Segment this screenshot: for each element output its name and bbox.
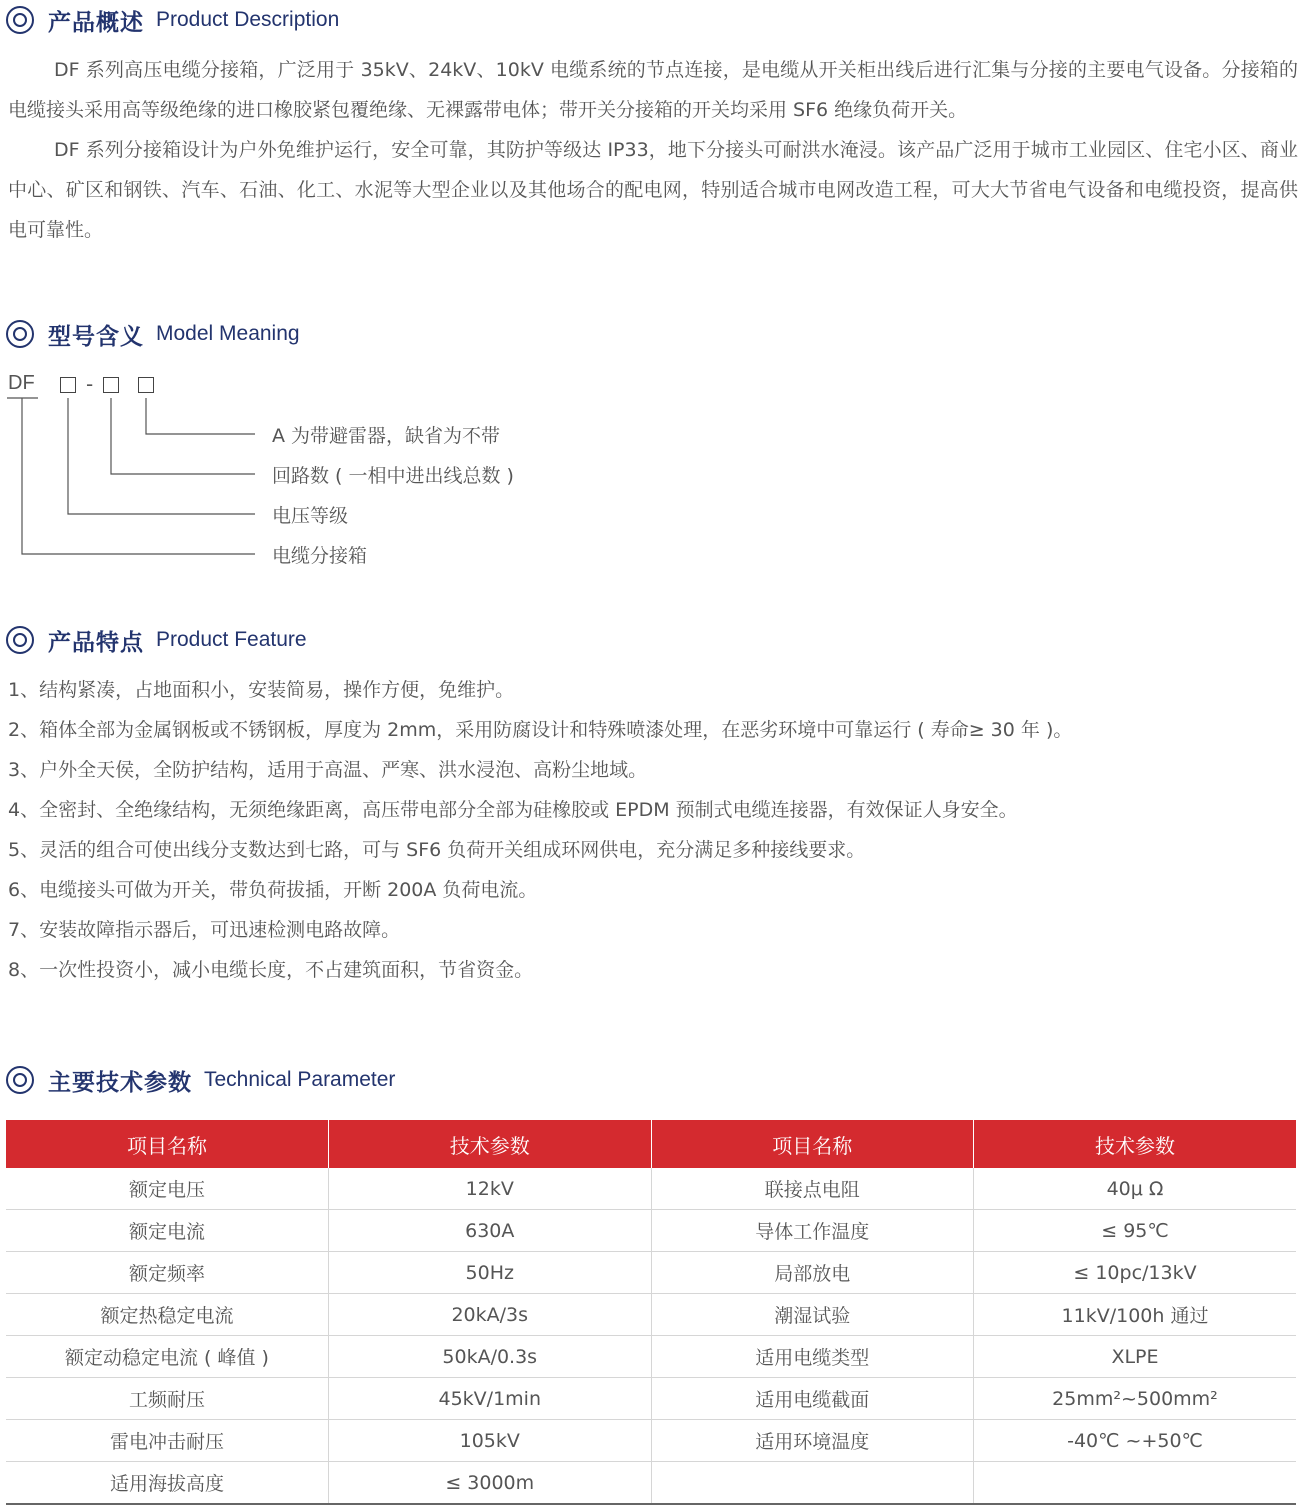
param-name-cell: 雷电冲击耐压: [6, 1420, 329, 1462]
double-circle-icon: [6, 626, 34, 654]
param-value-cell: ≤ 10pc/13kV: [974, 1252, 1297, 1294]
section-heading-model: [6, 314, 300, 354]
table-header-row: [6, 1120, 1296, 1168]
param-value-cell: 50kA/0.3s: [329, 1336, 652, 1378]
section-heading-features: [6, 620, 307, 660]
param-name-cell: 局部放电: [651, 1252, 974, 1294]
column-header-value: 技术参数: [974, 1120, 1297, 1168]
param-value-cell: 11kV/100h 通过: [974, 1294, 1297, 1336]
table-row: [6, 1420, 1296, 1462]
heading-cn: 产品特点: [48, 629, 144, 656]
param-name-cell: 额定热稳定电流: [6, 1294, 329, 1336]
param-name-cell: 潮湿试验: [651, 1294, 974, 1336]
feature-item: 4、全密封、全绝缘结构，无须绝缘距离，高压带电部分全部为硅橡胶或 EPDM 预制式电缆连接器，有效保证人身安全。: [8, 799, 1018, 821]
table-row: [6, 1210, 1296, 1252]
param-name-cell: [651, 1462, 974, 1505]
param-value-cell: 50Hz: [329, 1252, 652, 1294]
model-label-voltage: 电压等级: [272, 505, 349, 527]
model-label-circuits: 回路数 ( 一相中进出线总数 ): [272, 465, 514, 487]
model-label-box: 电缆分接箱: [272, 545, 368, 567]
model-diagram: [0, 368, 700, 588]
table-body: [6, 1168, 1296, 1504]
param-value-cell: 630A: [329, 1210, 652, 1252]
feature-item: 2、箱体全部为金属钢板或不锈钢板，厚度为 2mm，采用防腐设计和特殊喷漆处理，在恶劣环境中可靠运行 ( 寿命≥ 30 年 )。: [8, 719, 1073, 741]
column-header-value: 技术参数: [329, 1120, 652, 1168]
param-name-cell: 适用电缆截面: [651, 1378, 974, 1420]
description-paragraph-2: DF 系列分接箱设计为户外免维护运行，安全可靠，其防护等级达 IP33，地下分接头可耐洪水淹浸。该产品广泛用于城市工业园区、住宅小区、商业中心、矿区和钢铁、汽车、石油、化工、水泥等大型企业以及其他场合的配电网，特别适合城市电网改造工程，可大大节省电气设备和电缆投资，提高供电可靠性。: [8, 139, 1298, 241]
column-header-item: 项目名称: [6, 1120, 329, 1168]
param-name-cell: 联接点电阻: [651, 1168, 974, 1210]
param-name-cell: 适用海拔高度: [6, 1462, 329, 1505]
heading-en: Model Meaning: [156, 322, 300, 345]
param-value-cell: XLPE: [974, 1336, 1297, 1378]
param-value-cell: -40℃ ~+50℃: [974, 1420, 1297, 1462]
param-value-cell: [974, 1462, 1297, 1505]
heading-en: Product Description: [156, 8, 340, 31]
table-row: [6, 1336, 1296, 1378]
section-heading-description: [6, 0, 339, 40]
table-row: [6, 1252, 1296, 1294]
param-value-cell: ≤ 95℃: [974, 1210, 1297, 1252]
feature-item: 3、户外全天侯，全防护结构，适用于高温、严寒、洪水浸泡、高粉尘地域。: [8, 759, 648, 781]
model-label-arrester: A 为带避雷器，缺省为不带: [272, 425, 501, 447]
section-heading-params: [6, 1060, 395, 1100]
param-value-cell: 12kV: [329, 1168, 652, 1210]
param-value-cell: ≤ 3000m: [329, 1462, 652, 1505]
heading-en: Technical Parameter: [204, 1068, 396, 1091]
table-row: [6, 1378, 1296, 1420]
param-name-cell: 适用电缆类型: [651, 1336, 974, 1378]
param-value-cell: 105kV: [329, 1420, 652, 1462]
double-circle-icon: [6, 1066, 34, 1094]
param-name-cell: 工频耐压: [6, 1378, 329, 1420]
description-paragraph-1: DF 系列高压电缆分接箱，广泛用于 35kV、24kV、10kV 电缆系统的节点连接，是电缆从开关柜出线后进行汇集与分接的主要电气设备。分接箱的电缆接头采用高等级绝缘的进口橡胶紧包覆绝缘、无裸露带电体；带开关分接箱的开关均采用 SF6 绝缘负荷开关。: [8, 59, 1298, 121]
double-circle-icon: [6, 6, 34, 34]
feature-item: 1、结构紧凑，占地面积小，安装简易，操作方便，免维护。: [8, 679, 515, 701]
feature-item: 5、灵活的组合可使出线分支数达到七路，可与 SF6 负荷开关组成环网供电，充分满足多种接线要求。: [8, 839, 866, 861]
param-name-cell: 适用环境温度: [651, 1420, 974, 1462]
model-prefix: DF: [8, 372, 35, 394]
model-dash: -: [86, 372, 94, 396]
table-row: [6, 1462, 1296, 1505]
feature-item: 6、电缆接头可做为开关，带负荷拔插，开断 200A 负荷电流。: [8, 879, 538, 901]
param-value-cell: 25mm²~500mm²: [974, 1378, 1297, 1420]
heading-cn: 主要技术参数: [48, 1069, 192, 1096]
param-name-cell: 额定电压: [6, 1168, 329, 1210]
column-header-item: 项目名称: [651, 1120, 974, 1168]
feature-item: 7、安装故障指示器后，可迅速检测电路故障。: [8, 919, 401, 941]
param-name-cell: 额定动稳定电流 ( 峰值 ): [6, 1336, 329, 1378]
heading-cn: 产品概述: [48, 9, 144, 36]
double-circle-icon: [6, 320, 34, 348]
param-name-cell: 导体工作温度: [651, 1210, 974, 1252]
param-name-cell: 额定频率: [6, 1252, 329, 1294]
table-row: [6, 1168, 1296, 1210]
heading-cn: 型号含义: [48, 323, 144, 350]
feature-item: 8、一次性投资小，减小电缆长度，不占建筑面积，节省资金。: [8, 959, 534, 981]
parameter-table: [6, 1120, 1296, 1505]
feature-list: [8, 670, 1298, 990]
param-value-cell: 20kA/3s: [329, 1294, 652, 1336]
param-value-cell: 45kV/1min: [329, 1378, 652, 1420]
param-value-cell: 40μ Ω: [974, 1168, 1297, 1210]
heading-en: Product Feature: [156, 628, 307, 651]
param-name-cell: 额定电流: [6, 1210, 329, 1252]
table-row: [6, 1294, 1296, 1336]
